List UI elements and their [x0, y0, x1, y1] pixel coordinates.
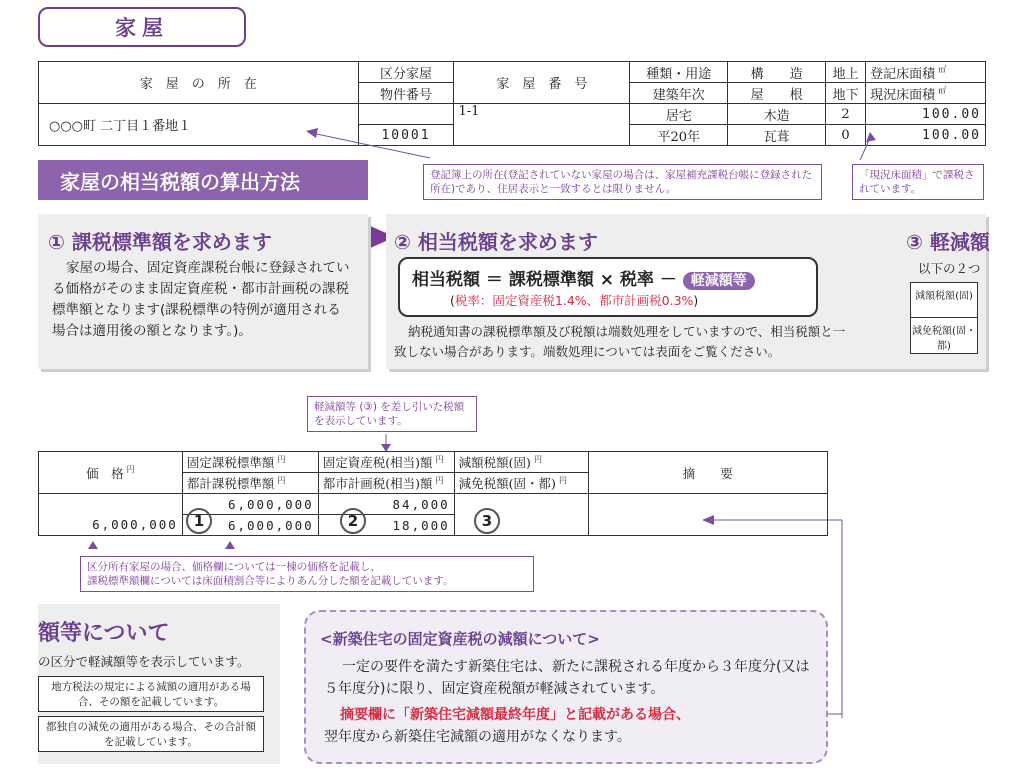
cell-price: 6,000,000: [39, 494, 183, 536]
header-std-city: [182, 473, 318, 494]
header-location: 家 屋 の 所 在: [39, 62, 359, 104]
yen-unit: 円: [126, 465, 135, 475]
header-tax-city-label: 都市計画税(相当)額: [322, 476, 433, 491]
marker-3: 3: [474, 508, 500, 534]
header-reduction: [454, 452, 588, 473]
header-note: 摘 要: [588, 452, 827, 494]
price-note: [80, 556, 534, 592]
header-type: 種類・用途: [630, 62, 728, 83]
cell-current-area: 100.00: [866, 125, 986, 146]
cell-floors-below: 0: [826, 125, 866, 146]
newbuild-box: [304, 610, 828, 764]
cell-year: 平20年: [630, 125, 728, 146]
section-title: 家屋の相当税額の算出方法: [38, 160, 368, 200]
header-floors-above: 地上: [826, 62, 866, 83]
reduction-title: 額等について: [38, 621, 170, 646]
header-reduction-label: 減額税額(固): [458, 455, 531, 470]
step2-text: 納税通知書の課税標準額及び税額は端数処理をしていますので、相当税額と一致しない場合があります。端数処理については表面をご覧ください。: [394, 324, 846, 359]
newbuild-highlight: 摘要欄に「新築住宅減額最終年度」と記載がある場合、: [340, 707, 690, 723]
formula-pill: 軽減額等: [683, 272, 755, 290]
rate-row: [450, 291, 698, 309]
header-exemption-label: 減免税額(固・都): [458, 476, 556, 491]
rate-close-paren: ): [693, 293, 699, 308]
step3-row2: 減免税額(固・都): [910, 318, 978, 354]
header-year: 建築年次: [630, 83, 728, 104]
header-floors-below: 地下: [826, 83, 866, 104]
cell-floors-above: 2: [826, 104, 866, 125]
cell-location: ○○○町 二丁目１番地１: [39, 104, 359, 146]
rate-text: 税率：固定資産税1.4%、都市計画税0.3%: [454, 293, 694, 308]
cell-structure: 木造: [728, 104, 826, 125]
cell-roof: 瓦葺: [728, 125, 826, 146]
formula-box: [398, 257, 818, 317]
header-registered-area-label: 登記床面積: [870, 66, 936, 82]
header-structure: 構 造: [728, 62, 826, 83]
cell-use: 居宅: [630, 104, 728, 125]
cell-tax-fixed: 84,000: [318, 494, 454, 515]
header-roof: 屋 根: [728, 83, 826, 104]
yen-unit: 円: [435, 475, 444, 485]
reduction-note: 軽減額等 (③) を差し引いた税額を表示しています。: [307, 396, 477, 432]
reduction-box2: 都独自の減免の適用がある場合、その合計額を記載しています。: [38, 716, 264, 752]
marker-1: 1: [186, 508, 212, 534]
page-title: 家屋: [38, 7, 246, 47]
newbuild-title: <新築住宅の固定資産税の減額について>: [320, 630, 600, 648]
header-std-city-label: 都計課税標準額: [186, 476, 275, 491]
header-tax-fixed-label: 固定資産税(相当)額: [322, 455, 433, 470]
area-note: 「現況床面積」で課税されています。: [852, 164, 984, 200]
header-kubun: 区分家屋: [358, 62, 454, 83]
location-note: 登記簿上の所在(登記されていない家屋の場合は、家屋補充課税台帳に登録された所在)であり、住居表示と一致するとは限りません。: [423, 164, 822, 200]
header-property-no: 物件番号: [358, 83, 454, 104]
header-price-label: 価 格: [86, 465, 124, 481]
step3-title: ③ 軽減額: [906, 230, 990, 254]
newbuild-text1: 一定の要件を満たす新築住宅は、新たに課税される年度から３年度分(又は５年度分)に限り、固定資産税額が軽減されています。: [324, 659, 810, 697]
area-unit: ㎡: [938, 65, 947, 75]
price-note-line1: 区分所有家屋の場合、価格欄については一棟の価格を記載し、: [87, 561, 381, 573]
header-std-fixed-label: 固定課税標準額: [186, 455, 275, 470]
yen-unit: 円: [277, 475, 286, 485]
reduction-panel: [38, 604, 280, 764]
step3-table: [910, 282, 986, 358]
cell-property-no: 10001: [358, 125, 454, 146]
cell-registered-area: 100.00: [866, 104, 986, 125]
header-house-number: 家 屋 番 号: [454, 62, 630, 104]
header-exemption: [454, 473, 588, 494]
cell-tax-city: 18,000: [318, 515, 454, 536]
price-table: [38, 451, 828, 536]
cell-house-no: 1-1: [454, 104, 630, 146]
step1-box: [38, 214, 368, 369]
step3-text: 以下の２つ: [918, 261, 981, 276]
reduction-text: の区分で軽減額等を表示しています。: [38, 654, 250, 669]
newbuild-text2: 翌年度から新築住宅減額の適用がなくなります。: [324, 729, 631, 745]
cell-std-fixed-value: 6,000,000: [227, 496, 314, 512]
yen-unit: 円: [558, 475, 567, 485]
step3-row1: 減額税額(固): [910, 282, 978, 318]
formula-row: [412, 265, 755, 290]
step1-title: ① 課税標準額を求めます: [48, 230, 272, 254]
cell-std-city: 6,000,000: [182, 515, 318, 536]
header-current-area-label: 現況床面積: [870, 87, 936, 103]
step1-text: 家屋の場合、固定資産課税台帳に登録されている価格がそのまま固定資産税・都市計画税の課税標準額となります(課税標準の特例が適用される場合は適用後の額となります。)。: [52, 260, 350, 339]
cell-note: [588, 494, 827, 536]
area-unit: ㎡: [938, 86, 947, 96]
yen-unit: 円: [277, 454, 286, 464]
formula: 相当税額 ＝ 課税標準額 × 税率 －: [412, 270, 677, 290]
reduction-box1: 地方税法の規定による減額の適用がある場合、その額を記載しています。: [38, 676, 264, 712]
header-tax-city: [318, 473, 454, 494]
marker-2: 2: [340, 508, 366, 534]
header-std-fixed: [182, 452, 318, 473]
header-price: [39, 452, 183, 494]
step2-title: ② 相当税額を求めます: [394, 230, 598, 254]
yen-unit: 円: [533, 454, 542, 464]
rate-open-paren: (: [450, 293, 455, 308]
price-note-line2: 課税標準額欄については床面積割合等によりあん分した額を記載しています。: [87, 575, 454, 587]
header-tax-fixed: [318, 452, 454, 473]
yen-unit: 円: [435, 454, 444, 464]
